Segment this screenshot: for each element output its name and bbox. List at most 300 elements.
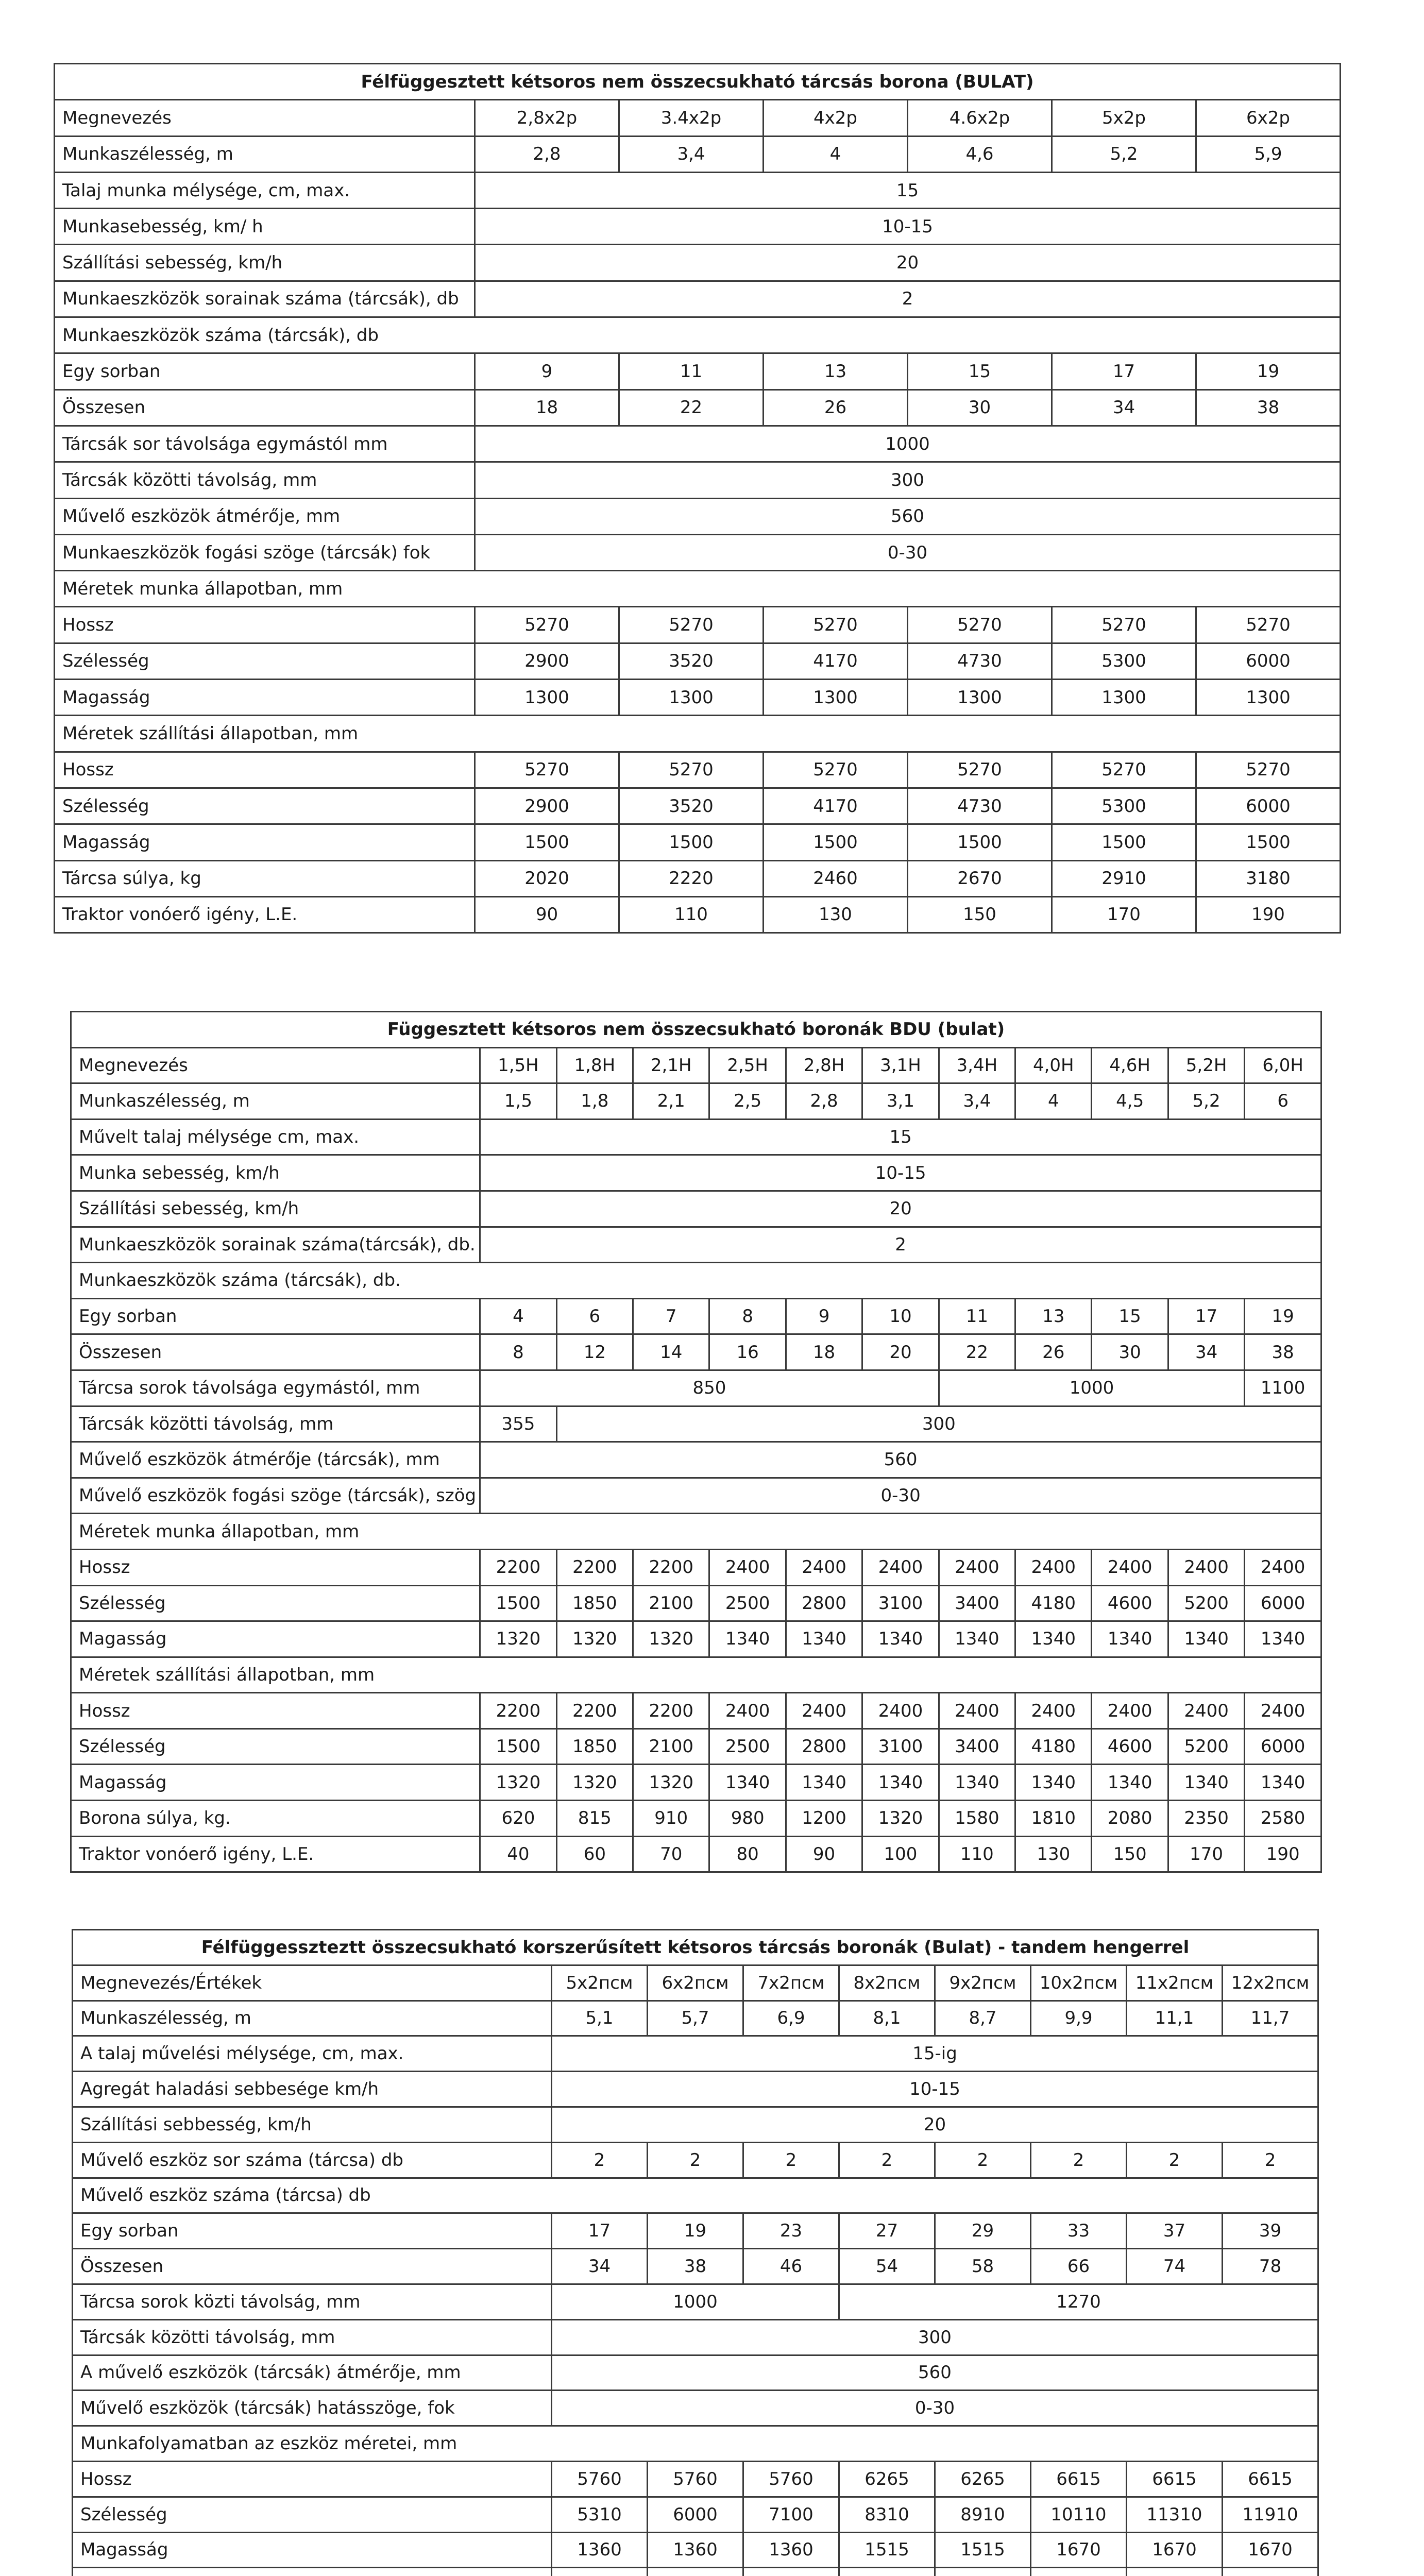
row-label: Egy sorban xyxy=(73,2213,552,2249)
section-header: Méretek munka állapotban, mm xyxy=(55,571,1341,607)
value-cell: 74 xyxy=(1127,2249,1223,2284)
value-cell: 6265 xyxy=(935,2461,1031,2497)
value-cell: 1340 xyxy=(862,1765,939,1801)
value-cell: 2400 xyxy=(1092,1549,1168,1585)
table-title-row xyxy=(55,64,1341,100)
value-cell: 30 xyxy=(1092,1334,1168,1370)
value-cell: 2460 xyxy=(764,860,908,896)
table-row xyxy=(73,2072,1318,2107)
value-cell: 17 xyxy=(1168,1298,1244,1334)
table-row xyxy=(71,1155,1321,1191)
value-cell: 150 xyxy=(1092,1836,1168,1872)
value-cell: 5,1 xyxy=(552,2001,648,2036)
table-row xyxy=(71,1119,1321,1155)
value-cell: 15 xyxy=(908,353,1052,389)
row-label: Magasság xyxy=(55,680,475,716)
table-row xyxy=(55,643,1341,679)
value-cell: 560 xyxy=(475,498,1341,534)
row-label: Tárcsa súlya, kg xyxy=(55,860,475,896)
value-cell: 1340 xyxy=(862,1621,939,1657)
table-row xyxy=(55,281,1341,317)
table-row xyxy=(73,2142,1318,2178)
table-row xyxy=(71,1227,1321,1263)
value-cell: 13 xyxy=(1015,1298,1092,1334)
value-cell xyxy=(648,2568,743,2576)
value-cell: 5270 xyxy=(475,752,619,788)
value-cell: 2400 xyxy=(1015,1549,1092,1585)
value-cell: 39 xyxy=(1223,2213,1318,2249)
value-cell: 2580 xyxy=(1245,1801,1321,1837)
value-cell: 8910 xyxy=(935,2497,1031,2532)
value-cell: 6000 xyxy=(1196,643,1341,679)
table-row xyxy=(73,2532,1318,2568)
value-cell: 18 xyxy=(475,389,619,426)
table-row xyxy=(55,317,1341,353)
table-row xyxy=(71,1083,1321,1120)
value-cell: 1300 xyxy=(764,680,908,716)
table-row xyxy=(73,2319,1318,2355)
row-label: Szélesség xyxy=(71,1585,480,1621)
value-cell: 2400 xyxy=(939,1693,1015,1729)
table-row xyxy=(55,860,1341,896)
table-title-row xyxy=(71,1012,1321,1048)
value-cell: 4,0H xyxy=(1015,1047,1092,1083)
value-cell: 20 xyxy=(480,1191,1321,1227)
value-cell: 300 xyxy=(552,2319,1318,2355)
value-cell: 2400 xyxy=(786,1549,862,1585)
bdu-mounted-table xyxy=(70,1011,1322,1873)
row-label: Tárcsa sorok távolsága egymástól, mm xyxy=(71,1370,480,1406)
value-cell: 1300 xyxy=(908,680,1052,716)
value-cell: 34 xyxy=(1052,389,1196,426)
value-cell: 2 xyxy=(1031,2142,1127,2178)
value-cell: 12 xyxy=(556,1334,633,1370)
value-cell: 0-30 xyxy=(480,1478,1321,1514)
row-label: Egy sorban xyxy=(71,1298,480,1334)
value-cell: 110 xyxy=(939,1836,1015,1872)
section-header: Művelő eszköz száma (tárcsa) db xyxy=(73,2178,1318,2213)
value-cell: 15 xyxy=(480,1119,1321,1155)
row-label: Szélesség xyxy=(71,1728,480,1765)
value-cell: 560 xyxy=(552,2355,1318,2391)
value-cell: 5270 xyxy=(1196,752,1341,788)
table-row xyxy=(73,2001,1318,2036)
value-cell: 1580 xyxy=(939,1801,1015,1837)
value-cell: 4.6x2p xyxy=(908,100,1052,136)
value-cell: 110 xyxy=(619,896,764,933)
row-label: Tárcsa sorok közti távolság, mm xyxy=(73,2284,552,2319)
value-cell: 980 xyxy=(709,1801,786,1837)
value-cell: 170 xyxy=(1052,896,1196,933)
value-cell: 2800 xyxy=(786,1728,862,1765)
table-title: Függesztett kétsoros nem összecsukható boronák BDU (bulat) xyxy=(71,1012,1321,1048)
value-cell: 2400 xyxy=(709,1549,786,1585)
value-cell: 7100 xyxy=(743,2497,839,2532)
table-row xyxy=(71,1657,1321,1693)
table-title-row xyxy=(73,1930,1318,1965)
value-cell: 5x2p xyxy=(1052,100,1196,136)
section-header: Méretek munka állapotban, mm xyxy=(71,1514,1321,1550)
value-cell: 1360 xyxy=(743,2532,839,2568)
row-label: Hossz xyxy=(55,607,475,643)
value-cell: 2 xyxy=(480,1227,1321,1263)
value-cell xyxy=(1127,2568,1223,2576)
value-cell: 4170 xyxy=(764,643,908,679)
table-row xyxy=(71,1621,1321,1657)
value-cell: 15 xyxy=(1092,1298,1168,1334)
value-cell: 1270 xyxy=(839,2284,1318,2319)
value-cell: 2200 xyxy=(480,1693,556,1729)
value-cell: 5270 xyxy=(619,607,764,643)
value-cell: 1340 xyxy=(1168,1765,1244,1801)
row-label: Magasság xyxy=(73,2532,552,2568)
section-header: Munkafolyamatban az eszköz méretei, mm xyxy=(73,2426,1318,2462)
table-row xyxy=(71,1442,1321,1478)
value-cell: 850 xyxy=(480,1370,939,1406)
value-cell: 1340 xyxy=(939,1621,1015,1657)
value-cell: 5270 xyxy=(1052,752,1196,788)
table-row xyxy=(71,1585,1321,1621)
value-cell: 6000 xyxy=(1245,1585,1321,1621)
value-cell: 2100 xyxy=(633,1585,709,1621)
value-cell: 3400 xyxy=(939,1585,1015,1621)
row-label: Összesen xyxy=(55,389,475,426)
table-row xyxy=(55,209,1341,245)
value-cell: 1515 xyxy=(839,2532,935,2568)
value-cell: 5270 xyxy=(764,607,908,643)
value-cell: 3,4H xyxy=(939,1047,1015,1083)
value-cell: 10x2пcм xyxy=(1031,1965,1127,2001)
value-cell: 7x2пcм xyxy=(743,1965,839,2001)
row-label: Munkaszélesség, m xyxy=(71,1083,480,1120)
value-cell xyxy=(839,2568,935,2576)
table-row xyxy=(73,2107,1318,2142)
value-cell: 3,4 xyxy=(619,136,764,172)
value-cell: 2200 xyxy=(556,1549,633,1585)
value-cell: 5270 xyxy=(475,607,619,643)
value-cell: 60 xyxy=(556,1836,633,1872)
table-row xyxy=(55,426,1341,462)
value-cell: 2400 xyxy=(1245,1693,1321,1729)
value-cell: 1000 xyxy=(552,2284,839,2319)
table-title: Félfüggesszteztt összecsukható korszerűsített kétsoros tárcsás boronák (Bulat) - tandem hengerrel xyxy=(73,1930,1318,1965)
table-row xyxy=(55,136,1341,172)
row-label: Tárcsák közötti távolság, mm xyxy=(73,2319,552,2355)
value-cell: 17 xyxy=(1052,353,1196,389)
value-cell: 22 xyxy=(939,1334,1015,1370)
value-cell: 2,5H xyxy=(709,1047,786,1083)
row-label: Szállítási sebesség, km/h xyxy=(55,245,475,281)
value-cell: 1300 xyxy=(1052,680,1196,716)
table-row xyxy=(71,1478,1321,1514)
table-row xyxy=(73,1965,1318,2001)
row-label: Megnevezés/Értékek xyxy=(73,1965,552,2001)
value-cell: 4600 xyxy=(1092,1728,1168,1765)
value-cell: 2400 xyxy=(862,1549,939,1585)
value-cell: 3.4x2p xyxy=(619,100,764,136)
value-cell: 3100 xyxy=(862,1728,939,1765)
value-cell: 1360 xyxy=(648,2532,743,2568)
row-label: Hossz xyxy=(55,752,475,788)
value-cell: 815 xyxy=(556,1801,633,1837)
table-row xyxy=(73,2426,1318,2462)
table-row xyxy=(73,2284,1318,2319)
table-row xyxy=(71,1514,1321,1550)
value-cell: 5,9 xyxy=(1196,136,1341,172)
value-cell: 5,7 xyxy=(648,2001,743,2036)
value-cell: 3180 xyxy=(1196,860,1341,896)
value-cell: 90 xyxy=(475,896,619,933)
value-cell: 14 xyxy=(633,1334,709,1370)
value-cell: 4 xyxy=(1015,1083,1092,1120)
table-row xyxy=(71,1334,1321,1370)
bulat-semi-mounted-table xyxy=(54,63,1341,934)
value-cell: 38 xyxy=(648,2249,743,2284)
row-label: Hossz xyxy=(73,2461,552,2497)
value-cell: 2910 xyxy=(1052,860,1196,896)
value-cell: 37 xyxy=(1127,2213,1223,2249)
value-cell: 2 xyxy=(648,2142,743,2178)
value-cell: 10-15 xyxy=(475,209,1341,245)
value-cell: 1670 xyxy=(1127,2532,1223,2568)
value-cell: 2 xyxy=(743,2142,839,2178)
value-cell: 5270 xyxy=(1196,607,1341,643)
value-cell: 2400 xyxy=(786,1693,862,1729)
value-cell: 2 xyxy=(552,2142,648,2178)
table-title: Félfüggesztett kétsoros nem összecsukható tárcsás borona (BULAT) xyxy=(55,64,1341,100)
value-cell: 4,5 xyxy=(1092,1083,1168,1120)
value-cell: 4 xyxy=(480,1298,556,1334)
value-cell: 2400 xyxy=(709,1693,786,1729)
value-cell: 130 xyxy=(1015,1836,1092,1872)
value-cell: 3520 xyxy=(619,788,764,824)
value-cell: 190 xyxy=(1245,1836,1321,1872)
row-label: A művelő eszközök (tárcsák) átmérője, mm xyxy=(73,2355,552,2391)
value-cell: 38 xyxy=(1245,1334,1321,1370)
value-cell: 910 xyxy=(633,1801,709,1837)
value-cell: 300 xyxy=(556,1406,1321,1442)
value-cell: 2,1H xyxy=(633,1047,709,1083)
value-cell: 2,8 xyxy=(475,136,619,172)
value-cell: 2100 xyxy=(633,1728,709,1765)
value-cell: 8,7 xyxy=(935,2001,1031,2036)
value-cell: 3,1H xyxy=(862,1047,939,1083)
row-label: Munkasebesség, km/ h xyxy=(55,209,475,245)
value-cell: 1340 xyxy=(1245,1621,1321,1657)
value-cell: 6,0H xyxy=(1245,1047,1321,1083)
row-label: Művelt talaj mélysége cm, max. xyxy=(71,1119,480,1155)
value-cell: 2,5 xyxy=(709,1083,786,1120)
value-cell: 6000 xyxy=(1245,1728,1321,1765)
value-cell: 7 xyxy=(633,1298,709,1334)
value-cell: 11910 xyxy=(1223,2497,1318,2532)
value-cell: 1340 xyxy=(709,1765,786,1801)
value-cell: 1320 xyxy=(862,1801,939,1837)
value-cell: 1320 xyxy=(556,1621,633,1657)
value-cell: 23 xyxy=(743,2213,839,2249)
value-cell: 1200 xyxy=(786,1801,862,1837)
value-cell: 5200 xyxy=(1168,1728,1244,1765)
value-cell: 1340 xyxy=(1015,1621,1092,1657)
value-cell: 20 xyxy=(475,245,1341,281)
row-label: Tárcsák sor távolsága egymástól mm xyxy=(55,426,475,462)
value-cell: 1340 xyxy=(1245,1765,1321,1801)
row-label: Talaj munka mélysége, cm, max. xyxy=(55,172,475,208)
value-cell: 19 xyxy=(1196,353,1341,389)
value-cell: 30 xyxy=(908,389,1052,426)
value-cell: 3,1 xyxy=(862,1083,939,1120)
value-cell: 4180 xyxy=(1015,1728,1092,1765)
value-cell: 5760 xyxy=(552,2461,648,2497)
value-cell: 8x2пcм xyxy=(839,1965,935,2001)
value-cell: 1500 xyxy=(764,824,908,860)
value-cell: 1340 xyxy=(1168,1621,1244,1657)
value-cell: 2,8H xyxy=(786,1047,862,1083)
row-label: Munkaeszközök fogási szöge (tárcsák) fok xyxy=(55,534,475,570)
value-cell: 9x2пcм xyxy=(935,1965,1031,2001)
value-cell: 1320 xyxy=(556,1765,633,1801)
value-cell: 1,5H xyxy=(480,1047,556,1083)
table-row xyxy=(55,245,1341,281)
table-row xyxy=(71,1765,1321,1801)
row-label: Tárcsák közötti távolság, mm xyxy=(55,462,475,498)
table-row xyxy=(71,1298,1321,1334)
value-cell: 1360 xyxy=(552,2532,648,2568)
row-label: Összesen xyxy=(73,2249,552,2284)
value-cell: 5x2пcм xyxy=(552,1965,648,2001)
table-row xyxy=(73,2497,1318,2532)
value-cell: 5270 xyxy=(1052,607,1196,643)
value-cell: 11310 xyxy=(1127,2497,1223,2532)
value-cell: 2400 xyxy=(1245,1549,1321,1585)
value-cell: 34 xyxy=(552,2249,648,2284)
row-label: Összesen xyxy=(71,1334,480,1370)
value-cell: 1670 xyxy=(1223,2532,1318,2568)
value-cell: 11 xyxy=(619,353,764,389)
value-cell: 6615 xyxy=(1127,2461,1223,2497)
value-cell: 2 xyxy=(1127,2142,1223,2178)
value-cell: 4170 xyxy=(764,788,908,824)
value-cell: 11,7 xyxy=(1223,2001,1318,2036)
value-cell: 33 xyxy=(1031,2213,1127,2249)
value-cell: 1000 xyxy=(939,1370,1245,1406)
value-cell: 2400 xyxy=(1015,1693,1092,1729)
value-cell: 150 xyxy=(908,896,1052,933)
value-cell: 2800 xyxy=(786,1585,862,1621)
value-cell: 2,8x2p xyxy=(475,100,619,136)
value-cell: 20 xyxy=(862,1334,939,1370)
value-cell xyxy=(1223,2568,1318,2576)
value-cell: 4600 xyxy=(1092,1585,1168,1621)
value-cell: 1320 xyxy=(480,1621,556,1657)
row-label: Munkaszélesség, m xyxy=(55,136,475,172)
value-cell: 6615 xyxy=(1223,2461,1318,2497)
value-cell: 58 xyxy=(935,2249,1031,2284)
row-label: Munkaeszközök sorainak száma(tárcsák), db. xyxy=(71,1227,480,1263)
value-cell: 1000 xyxy=(475,426,1341,462)
table-row xyxy=(55,534,1341,570)
table-row xyxy=(73,2355,1318,2391)
value-cell: 38 xyxy=(1196,389,1341,426)
value-cell: 5310 xyxy=(552,2497,648,2532)
value-cell: 2,8 xyxy=(786,1083,862,1120)
value-cell: 2670 xyxy=(908,860,1052,896)
row-label: Agregát haladási sebbesége km/h xyxy=(73,2072,552,2107)
value-cell: 10-15 xyxy=(480,1155,1321,1191)
table-row xyxy=(55,716,1341,752)
row-label: Hossz xyxy=(71,1549,480,1585)
row-label: Egy sorban xyxy=(55,353,475,389)
value-cell: 11,1 xyxy=(1127,2001,1223,2036)
row-label: Munka sebesség, km/h xyxy=(71,1155,480,1191)
table-row xyxy=(55,571,1341,607)
value-cell: 2 xyxy=(935,2142,1031,2178)
value-cell: 54 xyxy=(839,2249,935,2284)
value-cell: 6615 xyxy=(1031,2461,1127,2497)
value-cell: 17 xyxy=(552,2213,648,2249)
value-cell: 2500 xyxy=(709,1728,786,1765)
value-cell: 2900 xyxy=(475,788,619,824)
value-cell: 5,2 xyxy=(1052,136,1196,172)
table-row xyxy=(71,1263,1321,1299)
table-row xyxy=(71,1836,1321,1872)
value-cell: 5270 xyxy=(764,752,908,788)
value-cell: 1320 xyxy=(633,1765,709,1801)
value-cell: 1300 xyxy=(619,680,764,716)
value-cell: 100 xyxy=(862,1836,939,1872)
table-row xyxy=(71,1370,1321,1406)
table-row xyxy=(71,1047,1321,1083)
value-cell: 4730 xyxy=(908,788,1052,824)
value-cell: 1340 xyxy=(1015,1765,1092,1801)
value-cell: 1500 xyxy=(1052,824,1196,860)
row-label: Magasság xyxy=(55,824,475,860)
value-cell: 2500 xyxy=(709,1585,786,1621)
value-cell: 9 xyxy=(475,353,619,389)
value-cell xyxy=(552,2568,648,2576)
table-row xyxy=(55,788,1341,824)
row-label: Magasság xyxy=(71,1621,480,1657)
value-cell: 2 xyxy=(839,2142,935,2178)
value-cell: 34 xyxy=(1168,1334,1244,1370)
value-cell: 1500 xyxy=(480,1728,556,1765)
row-label: Szélesség xyxy=(55,643,475,679)
value-cell: 1340 xyxy=(1092,1621,1168,1657)
value-cell: 1100 xyxy=(1245,1370,1321,1406)
value-cell: 2200 xyxy=(556,1693,633,1729)
value-cell xyxy=(935,2568,1031,2576)
value-cell: 1300 xyxy=(1196,680,1341,716)
value-cell: 4,6 xyxy=(908,136,1052,172)
value-cell: 1340 xyxy=(786,1765,862,1801)
value-cell: 1340 xyxy=(709,1621,786,1657)
value-cell: 40 xyxy=(480,1836,556,1872)
value-cell: 13 xyxy=(764,353,908,389)
value-cell: 19 xyxy=(648,2213,743,2249)
value-cell: 300 xyxy=(475,462,1341,498)
value-cell: 2350 xyxy=(1168,1801,1244,1837)
value-cell: 1850 xyxy=(556,1585,633,1621)
value-cell: 1515 xyxy=(935,2532,1031,2568)
table-row xyxy=(73,2568,1318,2576)
value-cell: 5760 xyxy=(743,2461,839,2497)
table-row xyxy=(55,896,1341,933)
table-row xyxy=(73,2036,1318,2072)
section-header: Munkaeszközök száma (tárcsák), db. xyxy=(71,1263,1321,1299)
value-cell: 18 xyxy=(786,1334,862,1370)
value-cell: 2400 xyxy=(1168,1693,1244,1729)
value-cell: 2400 xyxy=(1092,1693,1168,1729)
